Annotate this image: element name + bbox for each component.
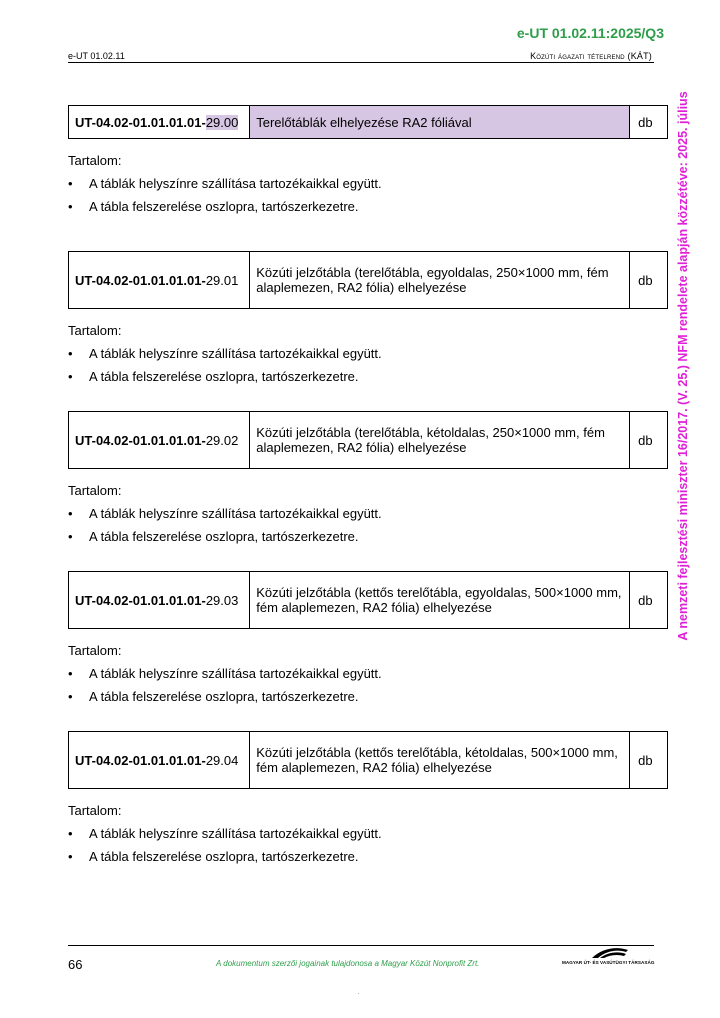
logo-text: MAGYAR ÚT- ÉS VASÚTÜGYI TÁRSASÁG	[562, 960, 655, 965]
item-table	[68, 105, 668, 139]
list-item: • A táblák helyszínre szállítása tartozékaikkal együtt.	[68, 506, 668, 521]
content-label: Tartalom:	[68, 153, 122, 168]
item-description: Terelőtáblák elhelyezése RA2 fóliával	[250, 106, 630, 139]
item-table	[68, 411, 668, 469]
list-item: • A tábla felszerelése oszlopra, tartószerkezetre.	[68, 849, 668, 864]
list-item: • A táblák helyszínre szállítása tartozékaikkal együtt.	[68, 826, 668, 841]
scan-dot	[358, 993, 359, 994]
item-code-prefix: UT-04.02-01.01.01.01-	[75, 752, 206, 768]
item-code	[69, 732, 250, 789]
item-description: Közúti jelzőtábla (terelőtábla, kétoldalas, 250×1000 mm, fém alaplemezen, RA2 fólia) elhelyezése	[250, 412, 630, 469]
item-description: Közúti jelzőtábla (terelőtábla, egyoldalas, 250×1000 mm, fém alaplemezen, RA2 fólia) elhelyezése	[250, 252, 630, 309]
item-block	[68, 571, 668, 704]
item-code-suffix: 29.04	[205, 752, 239, 768]
item-description: Közúti jelzőtábla (kettős terelőtábla, kétoldalas, 500×1000 mm, fém alaplemezen, RA2 fólia) elhelyezése	[250, 732, 630, 789]
item-table	[68, 251, 668, 309]
item-code	[69, 412, 250, 469]
item-table	[68, 571, 668, 629]
item-code-prefix: UT-04.02-01.01.01.01-	[75, 432, 206, 448]
item-code-suffix: 29.03	[205, 592, 239, 608]
item-table	[68, 731, 668, 789]
item-code-suffix: 29.00	[205, 114, 239, 130]
item-block	[68, 105, 668, 214]
list-item: • A tábla felszerelése oszlopra, tartószerkezetre.	[68, 199, 668, 214]
copyright-notice: A dokumentum szerzői jogainak tulajdonosa a Magyar Közút Nonprofit Zrt.	[216, 959, 480, 968]
list-item: • A táblák helyszínre szállítása tartozékaikkal együtt.	[68, 666, 668, 681]
list-item: • A tábla felszerelése oszlopra, tartószerkezetre.	[68, 529, 668, 544]
list-item: • A táblák helyszínre szállítása tartozékaikkal együtt.	[68, 176, 668, 191]
item-description: Közúti jelzőtábla (kettős terelőtábla, egyoldalas, 500×1000 mm, fém alaplemezen, RA2 fólia) elhelyezése	[250, 572, 630, 629]
list-item: • A tábla felszerelése oszlopra, tartószerkezetre.	[68, 369, 668, 384]
content-label: Tartalom:	[68, 483, 122, 498]
item-code-prefix: UT-04.02-01.01.01.01-	[75, 592, 206, 608]
item-unit: db	[630, 252, 668, 309]
header-right-text: Közúti ágazati tételrend (KÁT)	[530, 51, 652, 61]
list-item: • A táblák helyszínre szállítása tartozékaikkal együtt.	[68, 346, 668, 361]
item-code	[69, 106, 250, 139]
list-item: • A tábla felszerelése oszlopra, tartószerkezetre.	[68, 689, 668, 704]
road-swoosh-icon	[562, 946, 654, 960]
document-code: e-UT 01.02.11:2025/Q3	[516, 25, 664, 41]
item-block	[68, 411, 668, 544]
item-unit: db	[630, 732, 668, 789]
item-code	[69, 572, 250, 629]
content-label: Tartalom:	[68, 323, 122, 338]
item-code-prefix: UT-04.02-01.01.01.01-	[75, 272, 206, 288]
item-unit: db	[630, 106, 668, 139]
item-unit: db	[630, 412, 668, 469]
header-left-code: e-UT 01.02.11	[68, 51, 125, 61]
content-label: Tartalom:	[68, 803, 122, 818]
item-code-suffix: 29.02	[205, 432, 239, 448]
header-right-title	[530, 51, 652, 61]
header-divider	[68, 62, 654, 63]
item-code	[69, 252, 250, 309]
item-block	[68, 251, 668, 384]
item-unit: db	[630, 572, 668, 629]
company-logo	[562, 946, 654, 970]
content-label: Tartalom:	[68, 643, 122, 658]
item-code-suffix: 29.01	[205, 272, 239, 288]
page-number: 66	[68, 957, 83, 972]
item-code-prefix: UT-04.02-01.01.01.01-	[75, 114, 206, 130]
item-block	[68, 731, 668, 864]
side-note-text: A nemzeti fejlesztési miniszter 16/2017. (V. 25.) NFM rendelete alapján közzétéve: 2025. július	[676, 91, 690, 641]
